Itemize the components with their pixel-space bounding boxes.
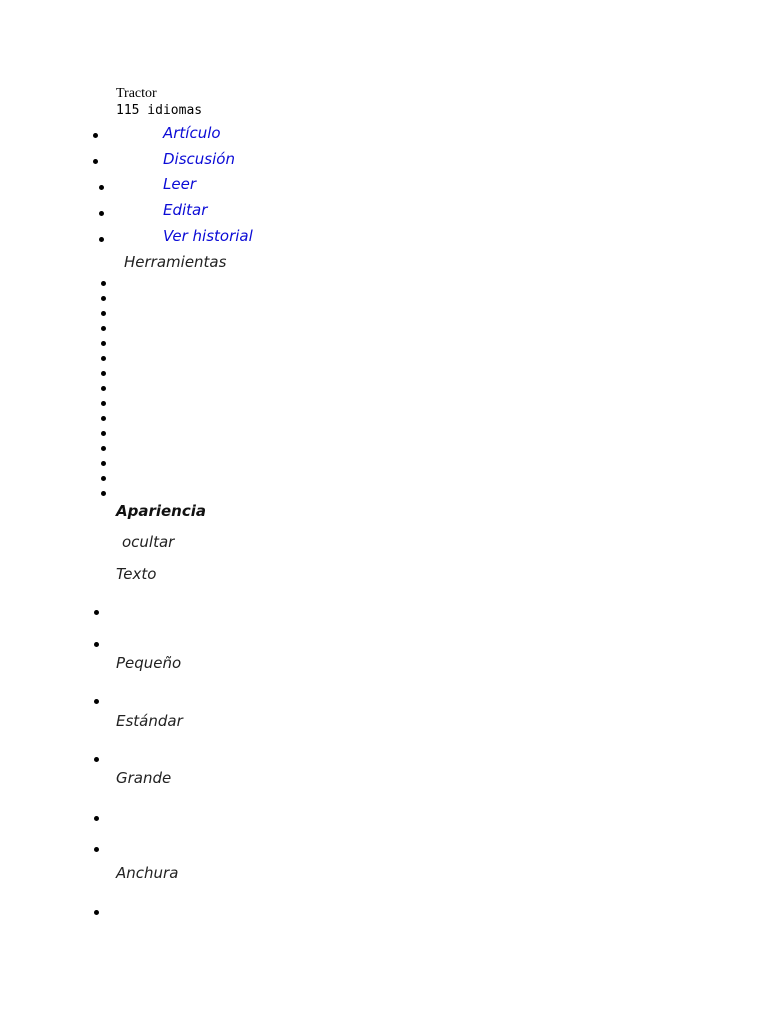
list-bullet [101, 476, 106, 481]
list-bullet [101, 416, 106, 421]
list-bullet [93, 133, 98, 138]
list-bullet [101, 401, 106, 406]
list-bullet [101, 281, 106, 286]
list-bullet [94, 642, 99, 647]
text-size-label: Texto [116, 565, 157, 583]
list-bullet [99, 237, 104, 242]
list-bullet [94, 757, 99, 762]
text-size-standard-option[interactable]: Estándar [116, 712, 183, 730]
list-bullet [101, 371, 106, 376]
list-bullet [101, 356, 106, 361]
list-bullet [94, 847, 99, 852]
list-bullet [99, 211, 104, 216]
nav-item-edit[interactable]: Editar [163, 201, 208, 219]
list-bullet [101, 386, 106, 391]
text-size-large-option[interactable]: Grande [116, 769, 172, 787]
nav-item-history[interactable]: Ver historial [163, 227, 253, 245]
list-bullet [101, 446, 106, 451]
width-label: Anchura [116, 864, 179, 882]
list-bullet [101, 326, 106, 331]
list-bullet [101, 296, 106, 301]
list-bullet [94, 610, 99, 615]
list-bullet [94, 699, 99, 704]
list-bullet [101, 311, 106, 316]
list-bullet [94, 816, 99, 821]
list-bullet [94, 910, 99, 915]
tools-menu-label[interactable]: Herramientas [124, 253, 227, 271]
list-bullet [101, 491, 106, 496]
nav-item-read[interactable]: Leer [163, 175, 196, 193]
nav-item-article[interactable]: Artículo [163, 124, 221, 142]
list-bullet [101, 431, 106, 436]
list-bullet [101, 461, 106, 466]
page-title: Tractor [116, 86, 157, 101]
nav-item-discussion[interactable]: Discusión [163, 150, 235, 168]
text-size-small-option[interactable]: Pequeño [116, 654, 182, 672]
hide-appearance-button[interactable]: ocultar [122, 533, 175, 551]
appearance-heading: Apariencia [116, 502, 207, 520]
list-bullet [101, 341, 106, 346]
list-bullet [93, 159, 98, 164]
list-bullet [99, 185, 104, 190]
language-count[interactable]: 115 idiomas [116, 103, 203, 118]
